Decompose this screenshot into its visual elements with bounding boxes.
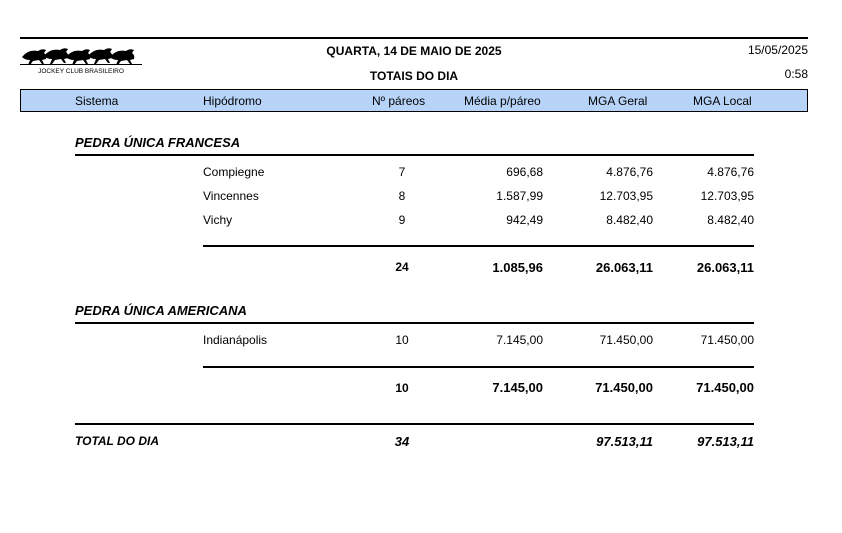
col-pareos: Nº páreos	[372, 94, 426, 108]
row-pareos: 10	[395, 333, 409, 347]
subtotal-mga-local: 71.450,00	[696, 380, 754, 395]
row-media: 7.145,00	[496, 333, 543, 347]
print-date: 15/05/2025	[747, 43, 808, 57]
group-rule	[75, 322, 754, 324]
row-media: 942,49	[506, 213, 543, 227]
row-hipodromo: Vichy	[203, 213, 233, 227]
row-mga-geral: 4.876,76	[606, 165, 653, 179]
total-rule	[75, 423, 754, 425]
subtotal-mga-geral: 71.450,00	[595, 380, 653, 395]
total-pareos: 34	[394, 434, 410, 449]
subtotal-rule	[203, 366, 754, 368]
report-title: TOTAIS DO DIA	[369, 69, 459, 83]
col-mga-geral: MGA Geral	[588, 94, 648, 108]
group-title: PEDRA ÚNICA AMERICANA	[75, 303, 247, 318]
row-hipodromo: Compiegne	[203, 165, 265, 179]
col-media: Média p/páreo	[464, 94, 541, 108]
subtotal-media: 1.085,96	[492, 260, 543, 275]
row-media: 696,68	[506, 165, 543, 179]
row-hipodromo: Indianápolis	[203, 333, 268, 347]
subtotal-mga-geral: 26.063,11	[595, 260, 653, 275]
day-title: QUARTA, 14 DE MAIO DE 2025	[326, 44, 502, 58]
subtotal-mga-local: 26.063,11	[696, 260, 754, 275]
col-hipodromo: Hipódromo	[203, 94, 262, 108]
row-mga-geral: 12.703,95	[599, 189, 653, 203]
total-mga-local: 97.513,11	[697, 434, 754, 449]
row-hipodromo: Vincennes	[203, 189, 259, 203]
row-pareos: 9	[398, 213, 406, 227]
row-media: 1.587,99	[496, 189, 543, 203]
subtotal-pareos: 10	[395, 381, 409, 395]
subtotal-pareos: 24	[395, 260, 409, 274]
row-mga-geral: 71.450,00	[599, 333, 653, 347]
top-rule	[20, 37, 808, 39]
total-label: TOTAL DO DIA	[75, 434, 159, 448]
col-sistema: Sistema	[75, 94, 119, 108]
row-mga-local: 71.450,00	[700, 333, 754, 347]
subtotal-rule	[203, 245, 754, 247]
jockey-club-logo	[20, 43, 142, 75]
total-mga-geral: 97.513,11	[596, 434, 653, 449]
row-pareos: 7	[398, 165, 406, 179]
group-title: PEDRA ÚNICA FRANCESA	[75, 135, 241, 150]
row-mga-local: 8.482,40	[707, 213, 754, 227]
print-time: 0:58	[784, 67, 808, 81]
column-header-bar	[20, 89, 808, 112]
col-mga-local: MGA Local	[693, 94, 752, 108]
subtotal-media: 7.145,00	[492, 380, 543, 395]
group-rule	[75, 154, 754, 156]
row-mga-local: 12.703,95	[700, 189, 754, 203]
row-mga-geral: 8.482,40	[606, 213, 653, 227]
logo-text: JOCKEY CLUB BRASILEIRO	[38, 68, 124, 75]
row-mga-local: 4.876,76	[707, 165, 754, 179]
row-pareos: 8	[398, 189, 406, 203]
